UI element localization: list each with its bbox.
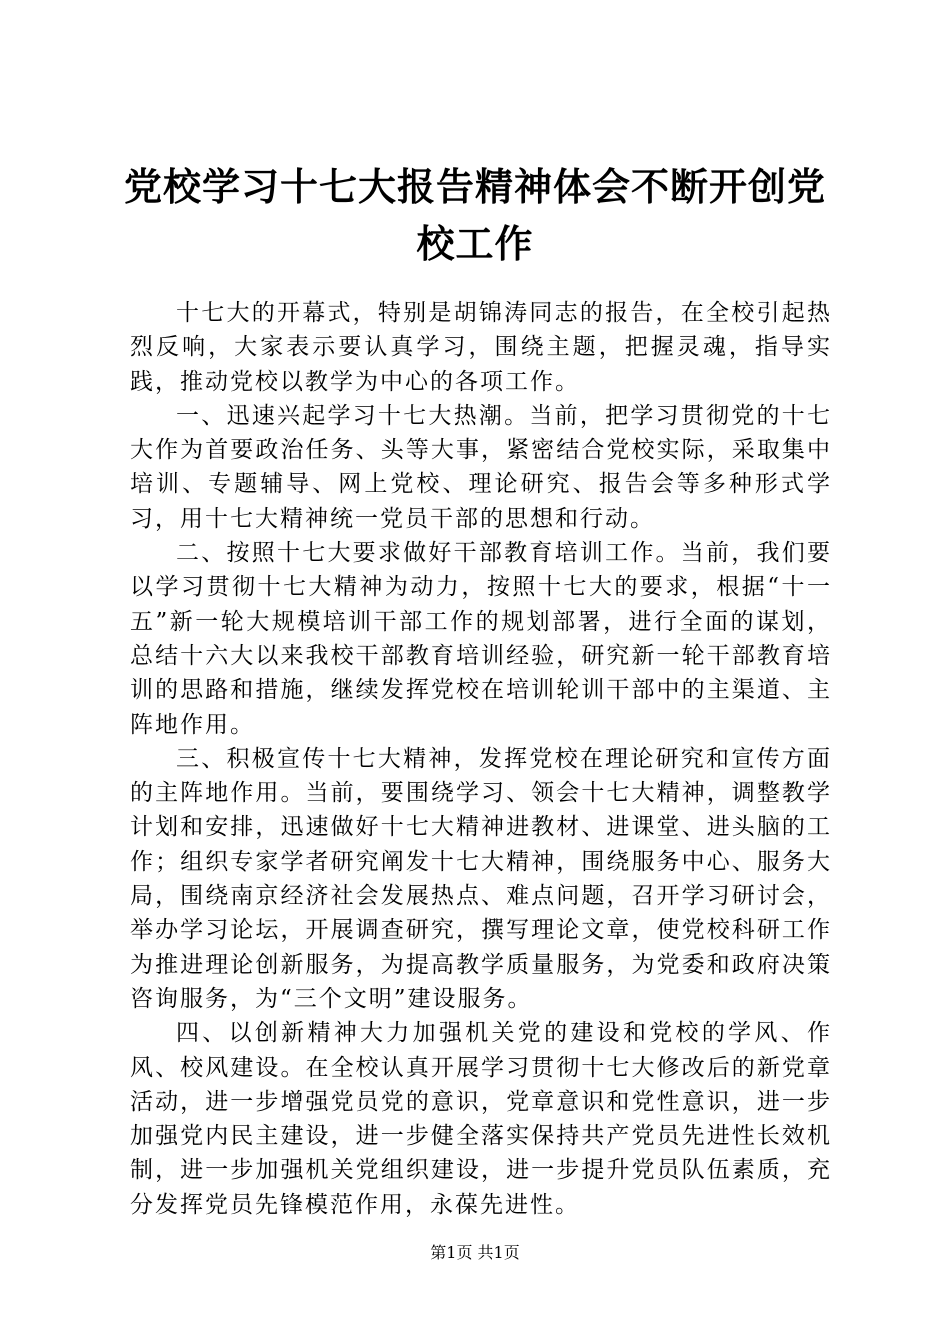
paragraph-section-1: 一、迅速兴起学习十七大热潮。当前，把学习贯彻党的十七大作为首要政治任务、头等大事，紧密结合党校实际，采取集中培训、专题辅导、网上党校、理论研究、报告会等多种形式学习，用十七大精神统一党员干部的思想和行动。 [130, 402, 832, 532]
document-body [130, 296, 832, 1222]
paragraph-intro: 十七大的开幕式，特别是胡锦涛同志的报告，在全校引起热烈反响，大家表示要认真学习，围绕主题，把握灵魂，指导实践，推动党校以教学为中心的各项工作。 [130, 300, 832, 395]
page-footer: 第1页 共1页 [430, 1243, 520, 1262]
paragraph-section-4: 四、以创新精神大力加强机关党的建设和党校的学风、作风、校风建设。在全校认真开展学习贯彻十七大修改后的新党章活动，进一步增强党员党的意识，党章意识和党性意识，进一步加强党内民主建设，进一步健全落实保持共产党员先进性长效机制，进一步加强机关党组织建设，进一步提升党员队伍素质，充分发挥党员先锋模范作用，永葆先进性。 [130, 1020, 832, 1218]
paragraph-section-2: 二、按照十七大要求做好干部教育培训工作。当前，我们要以学习贯彻十七大精神为动力，按照十七大的要求，根据“十一五”新一轮大规模培训干部工作的规划部署，进行全面的谋划，总结十六大以来我校干部教育培训经验，研究新一轮干部教育培训的思路和措施，继续发挥党校在培训轮训干部中的主渠道、主阵地作用。 [130, 540, 832, 738]
paragraph-section-3: 三、积极宣传十七大精神，发挥党校在理论研究和宣传方面的主阵地作用。当前，要围绕学习、领会十七大精神，调整教学计划和安排，迅速做好十七大精神进教材、进课堂、进头脑的工作；组织专家学者研究阐发十七大精神，围绕服务中心、服务大局，围绕南京经济社会发展热点、难点问题，召开学习研讨会，举办学习论坛，开展调查研究，撰写理论文章，使党校科研工作为推进理论创新服务，为提高教学质量服务，为党委和政府决策咨询服务，为“三个文明”建设服务。 [130, 745, 832, 1012]
document-title: 党校学习十七大报告精神体会不断开创党校工作 [123, 164, 826, 266]
